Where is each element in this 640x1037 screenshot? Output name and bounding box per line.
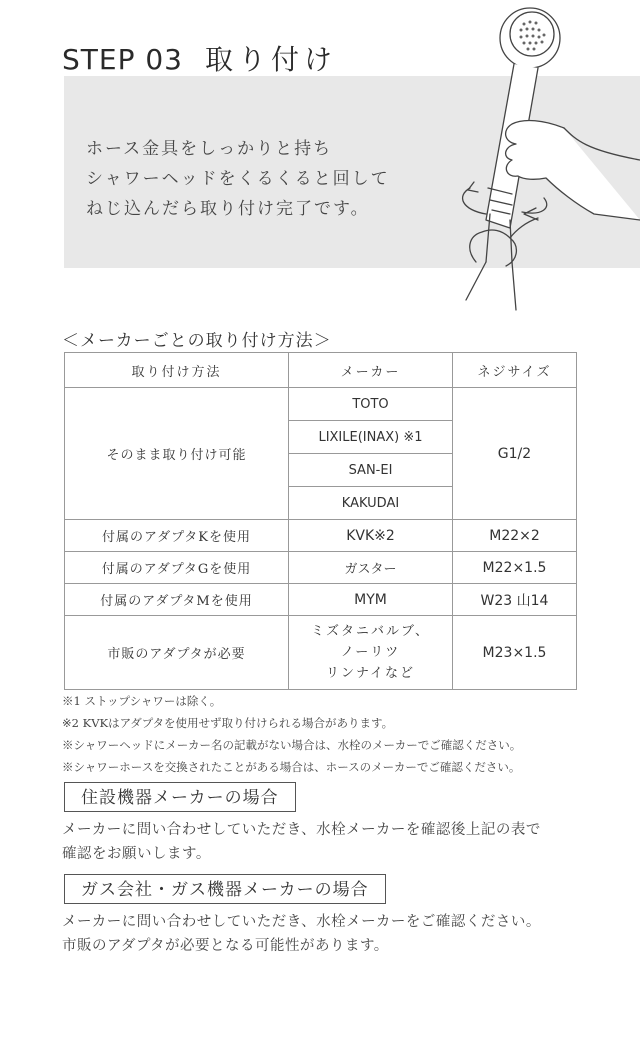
maker-line: ミズタニバルブ、 [311, 624, 430, 639]
method-cell: 付属のアダプタMを使用 [65, 584, 289, 616]
section-heading-housing: 住設機器メーカーの場合 [64, 782, 296, 812]
step-number: STEP 03 [62, 43, 183, 76]
method-cell: そのまま取り付け可能 [65, 388, 289, 520]
footnote: ※シャワーホースを交換されたことがある場合は、ホースのメーカーでご確認ください。 [62, 760, 521, 774]
size-cell: W23 山14 [453, 584, 577, 616]
method-cell: 付属のアダプタGを使用 [65, 552, 289, 584]
maker-cell: SAN-EI [289, 454, 453, 487]
maker-cell: MYM [289, 584, 453, 616]
section-body-gas [62, 910, 582, 958]
maker-cell: KVK※2 [289, 520, 453, 552]
table-row [65, 616, 577, 690]
maker-line: リンナイなど [325, 666, 416, 681]
table-row [65, 552, 577, 584]
maker-cell [289, 616, 453, 690]
table-title: ＜メーカーごとの取り付け方法＞ [62, 331, 332, 351]
size-cell: M22×2 [453, 520, 577, 552]
table-row [65, 388, 577, 421]
maker-table [64, 352, 577, 690]
size-cell: G1/2 [453, 388, 577, 520]
header-size: ネジサイズ [453, 353, 577, 388]
method-cell: 付属のアダプタKを使用 [65, 520, 289, 552]
section-line: 市販のアダプタが必要となる可能性があります。 [62, 938, 389, 954]
size-cell: M23×1.5 [453, 616, 577, 690]
step-title [62, 38, 337, 78]
maker-cell: TOTO [289, 388, 453, 421]
header-maker: メーカー [289, 353, 453, 388]
section-line: メーカーに問い合わせしていただき、水栓メーカーをご確認ください。 [62, 914, 541, 930]
table-row [65, 584, 577, 616]
section-heading-gas: ガス会社・ガス機器メーカーの場合 [64, 874, 386, 904]
instruction-line: ホース金具をしっかりと持ち [86, 139, 333, 159]
maker-cell: LIXILE(INAX) ※1 [289, 421, 453, 454]
footnote: ※シャワーヘッドにメーカー名の記載がない場合は、水栓のメーカーでご確認ください。 [62, 738, 522, 752]
footnote: ※1 ストップシャワーは除く。 [62, 694, 222, 708]
maker-cell: ガスター [289, 552, 453, 584]
instruction-line: シャワーヘッドをくるくると回して [86, 169, 390, 189]
instruction-text [86, 134, 446, 224]
footnote: ※2 KVKはアダプタを使用せず取り付けられる場合があります。 [62, 716, 394, 730]
footnotes [62, 690, 521, 778]
method-cell: 市販のアダプタが必要 [65, 616, 289, 690]
maker-cell: KAKUDAI [289, 487, 453, 520]
maker-line: ノーリツ [340, 645, 401, 660]
table-row [65, 520, 577, 552]
section-line: メーカーに問い合わせしていただき、水栓メーカーを確認後上記の表で [62, 822, 541, 838]
instruction-line: ねじ込んだら取り付け完了です。 [86, 199, 370, 219]
header-method: 取り付け方法 [65, 353, 289, 388]
section-body-housing [62, 818, 582, 866]
hand-twisting-shower-head-icon [426, 0, 640, 320]
section-line: 確認をお願いします。 [62, 846, 211, 862]
size-cell: M22×1.5 [453, 552, 577, 584]
table-header-row [65, 353, 577, 388]
step-name: 取り付け [204, 43, 337, 76]
